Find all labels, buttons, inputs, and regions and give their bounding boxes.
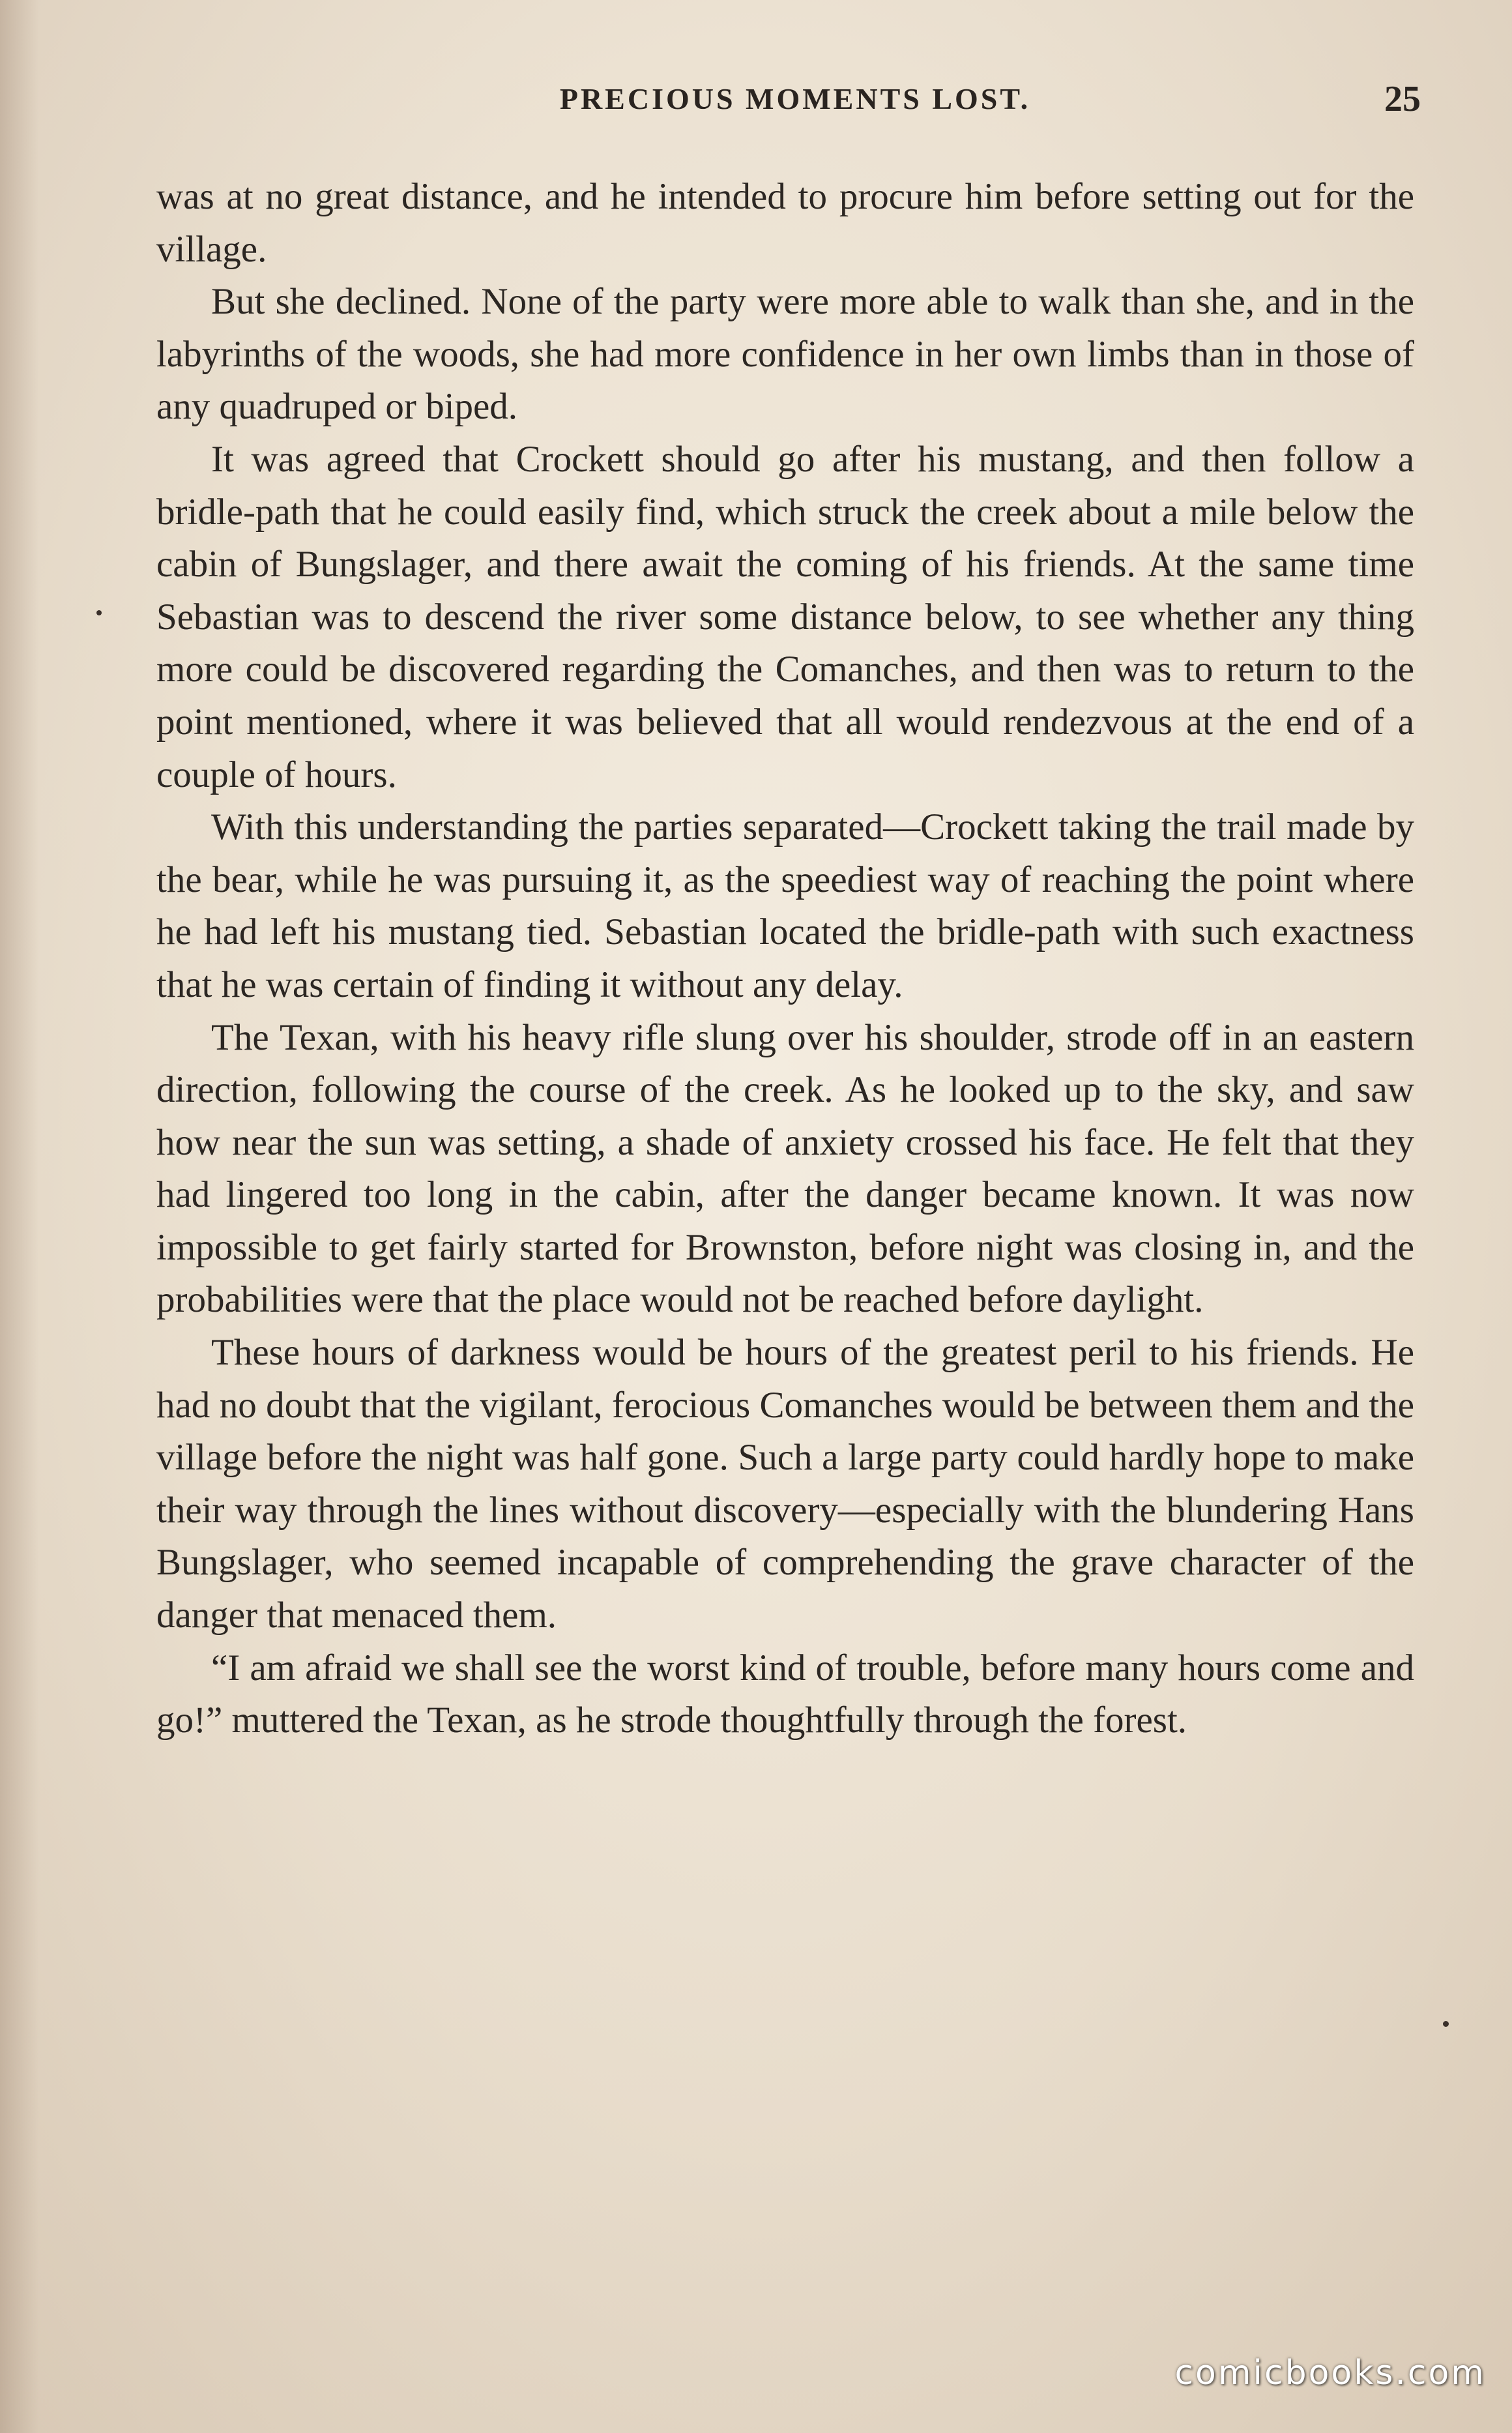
paragraph-4: With this understanding the parties separated—Crockett taking the trail made by the bear, while he was pursuing it, as the speediest way of reaching the point where he had left his mustang tied. Sebastian located the bridle-path with such exactness that he was certain of finding it without any delay. [156, 806, 1414, 1005]
paragraph-2: But she declined. None of the party were more able to walk than she, and in the labyrinths of the woods, she had more confidence in her own limbs than in those of any quadruped or biped. [156, 281, 1414, 428]
body-text [156, 171, 1414, 1747]
page-edge-shadow [0, 0, 39, 2433]
ink-speck [1443, 2021, 1449, 2027]
paragraph-5: The Texan, with his heavy rifle slung over his shoulder, strode off in an eastern direction, following the course of the creek. As he looked up to the sky, and saw how near the sun was setting, a shade of anxiety crossed his face. He felt that they had lingered too long in the cabin, after the danger became known. It was now impossible to get fairly started for Brownston, before night was closing in, and the probabilities were that the place would not be reached before daylight. [156, 1016, 1414, 1321]
paragraph-7: “I am afraid we shall see the worst kind of trouble, before many hours come and go!” muttered the Texan, as he strode thoughtfully through the forest. [156, 1647, 1414, 1741]
running-title: PRECIOUS MOMENTS LOST. [559, 82, 1031, 115]
paragraph-1: was at no great distance, and he intended to procure him before setting out for the village. [156, 176, 1414, 270]
paragraph-6: These hours of darkness would be hours of the greatest peril to his friends. He had no doubt that the vigilant, ferocious Comanches would be between them and the village before the night was half gone. Such a large party could hardly hope to make their way through the lines without discovery—especially with the blundering Hans Bungslager, who seemed incapable of comprehending the grave character of the danger that menaced them. [156, 1332, 1414, 1636]
watermark: comicbooks.com [1174, 2353, 1486, 2393]
paragraph-3: It was agreed that Crockett should go after his mustang, and then follow a bridle-path that he could easily find, which struck the creek about a mile below the cabin of Bungslager, and there await the coming of his friends. At the same time Sebastian was to descend the river some distance below, to see whether any thing more could be discovered regarding the Comanches, and then was to return to the point mentioned, where it was believed that all would rendezvous at the end of a couple of hours. [156, 438, 1414, 795]
ink-speck [96, 610, 102, 615]
running-head [0, 73, 1512, 125]
page-number: 25 [1384, 79, 1421, 119]
